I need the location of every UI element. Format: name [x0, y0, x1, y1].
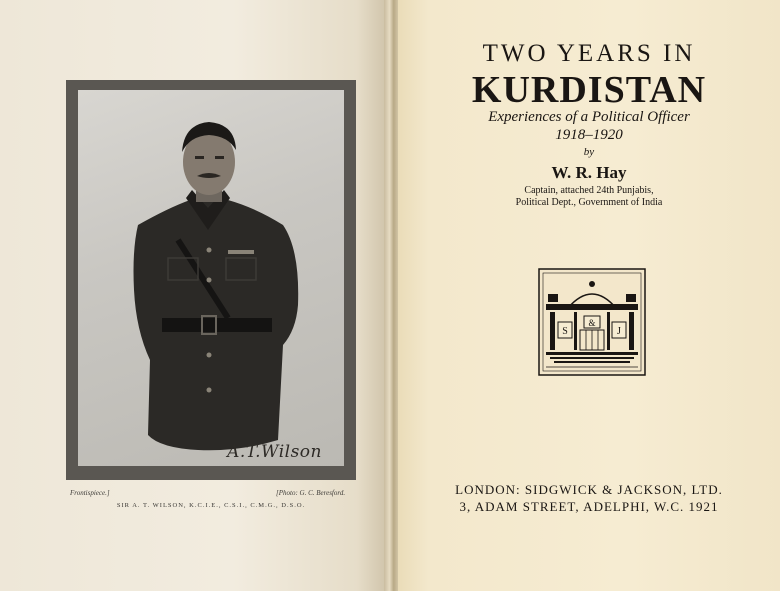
emblem-ampersand: &	[588, 318, 596, 328]
author-role-line-2: Political Dept., Government of India	[515, 197, 663, 208]
publisher-line-2: 3, ADAM STREET, ADELPHI, W.C. 1921	[459, 499, 719, 514]
title-line-2: KURDISTAN	[471, 69, 707, 111]
by-line: by	[583, 146, 595, 158]
emblem-letter-j: J	[617, 326, 621, 337]
author-name: W. R. Hay	[551, 163, 627, 182]
officer-portrait-illustration	[78, 90, 344, 466]
author-role-line-1: Captain, attached 24th Punjabis,	[524, 185, 654, 196]
publisher-building-emblem-icon	[538, 268, 646, 376]
portrait-signature: A.T.Wilson	[227, 442, 322, 462]
frontispiece-portrait	[78, 90, 344, 466]
portrait-subject-caption: SIR A. T. WILSON, K.C.I.E., C.S.I., C.M.G., D.S.O.	[116, 502, 306, 509]
publisher-line-1: LONDON: SIDGWICK & JACKSON, LTD.	[455, 482, 723, 497]
right-page-title	[398, 0, 780, 591]
publisher-emblem	[538, 268, 646, 376]
left-page	[0, 0, 388, 591]
photo-credit-caption: [Photo: G. C. Beresford.	[276, 489, 346, 497]
frontispiece-caption-left: Frontispiece.]	[70, 489, 110, 497]
frontispiece-frame	[66, 80, 356, 480]
emblem-letter-s: S	[562, 326, 568, 337]
subtitle-line-1: Experiences of a Political Officer	[488, 109, 690, 125]
title-line-1: TWO YEARS IN	[482, 40, 696, 67]
subtitle-line-2: 1918–1920	[555, 127, 623, 143]
